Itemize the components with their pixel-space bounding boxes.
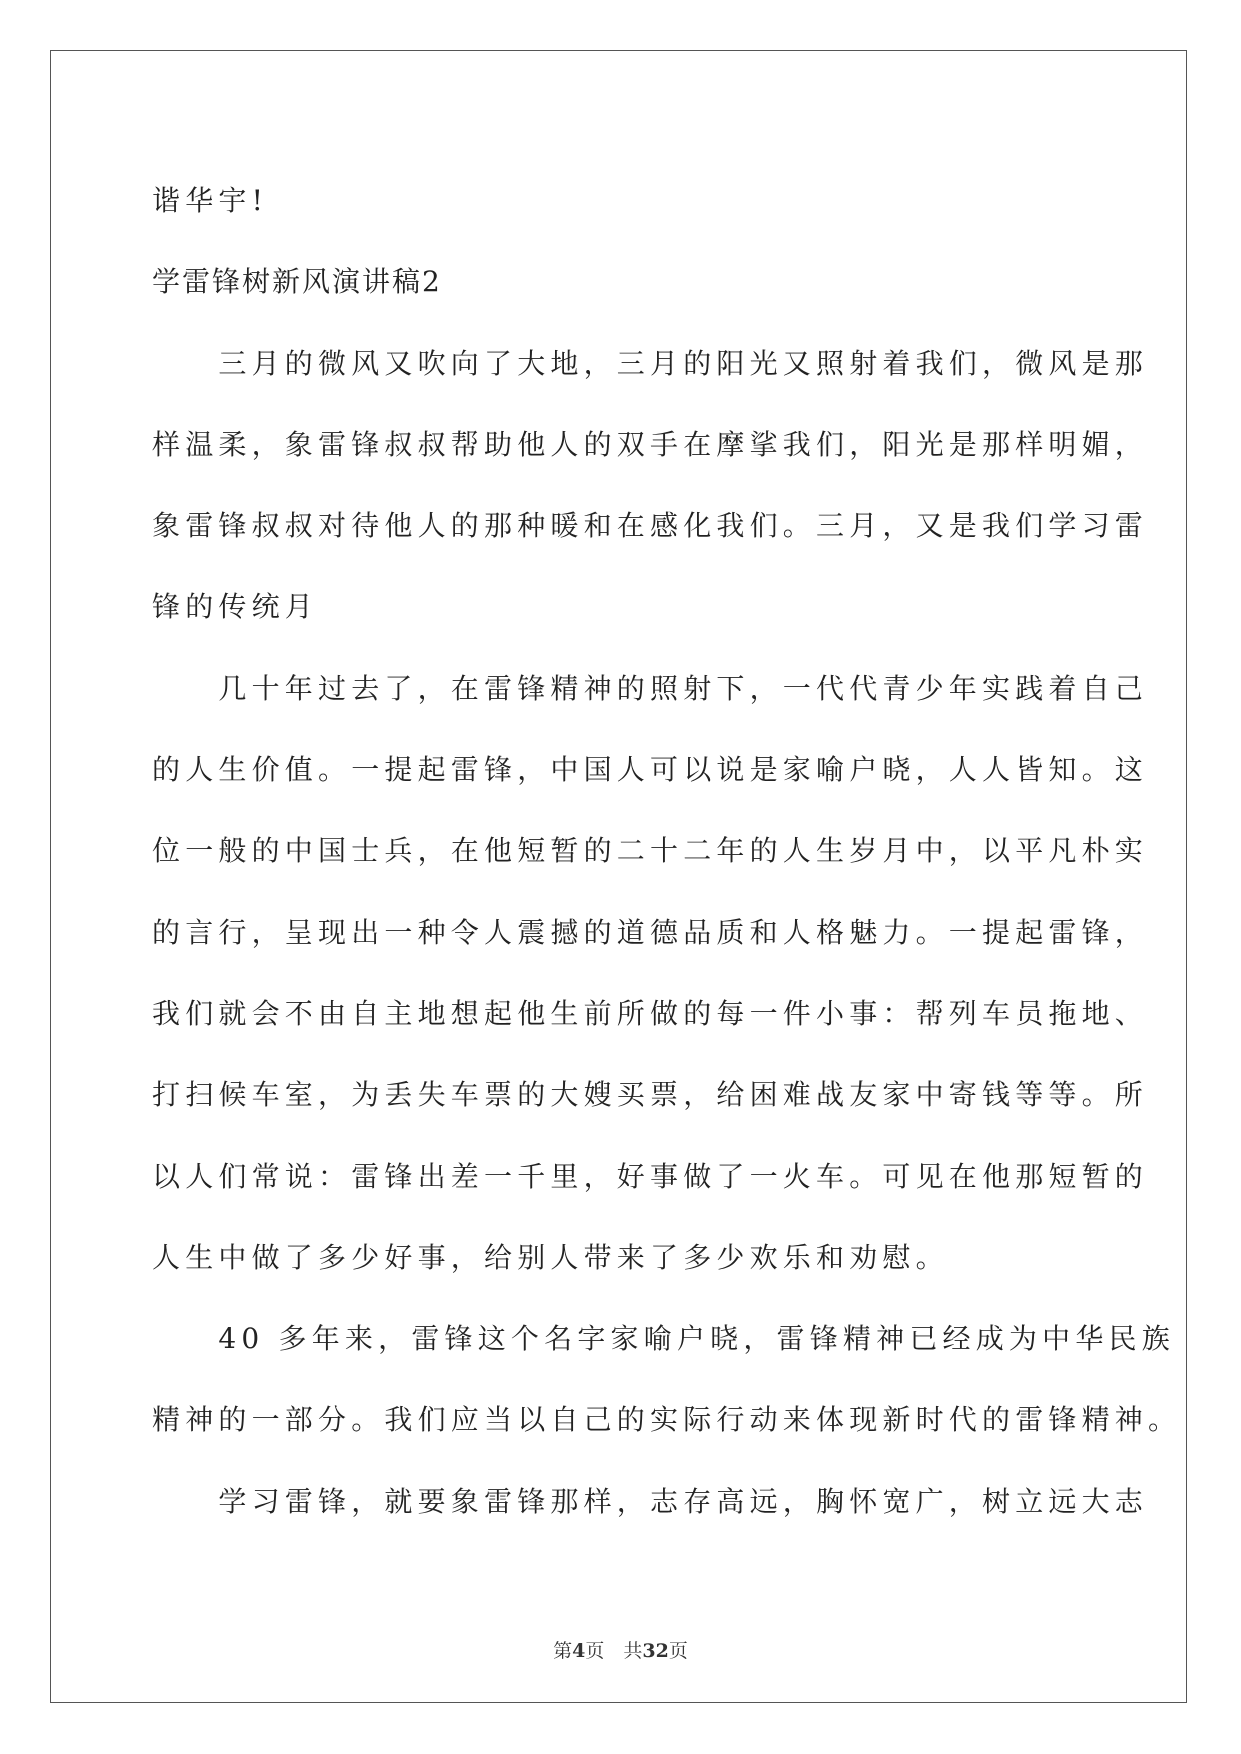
document-body <box>152 160 1182 1542</box>
page-footer <box>0 1636 1241 1663</box>
current-page-number: 4 <box>572 1640 586 1662</box>
text-line: 的言行，呈现出一种令人震撼的道德品质和人格魅力。一提起雷锋， <box>152 915 1149 949</box>
text-line: 锋的传统月 <box>152 590 319 624</box>
text-line: 位一般的中国士兵，在他短暂的二十二年的人生岁月中，以平凡朴实 <box>152 834 1149 868</box>
total-page-count: 32 <box>642 1640 669 1662</box>
text-line: 三月的微风又吹向了大地，三月的阳光又照射着我们，微风是那 <box>152 346 1149 380</box>
footer-prefix: 第 <box>553 1640 573 1662</box>
section-title: 学雷锋树新风演讲稿2 <box>152 265 442 299</box>
text-line: 样温柔，象雷锋叔叔帮助他人的双手在摩挲我们，阳光是那样明媚， <box>152 427 1149 461</box>
text-line: 谐华宇! <box>152 184 269 217</box>
text-line: 象雷锋叔叔对待他人的那种暖和在感化我们。三月，又是我们学习雷 <box>152 509 1149 543</box>
text-line: 人生中做了多少好事，给别人带来了多少欢乐和劝慰。 <box>152 1240 949 1274</box>
text-line: 打扫候车室，为丢失车票的大嫂买票，给困难战友家中寄钱等等。所 <box>152 1078 1149 1112</box>
text-line: 我们就会不由自主地想起他生前所做的每一件小事：帮列车员拖地、 <box>152 996 1149 1030</box>
text-line: 精神的一部分。我们应当以自己的实际行动来体现新时代的雷锋精神。 <box>152 1403 1182 1437</box>
text-line: 的人生价值。一提起雷锋，中国人可以说是家喻户晓，人人皆知。这 <box>152 753 1149 787</box>
text-line: 以人们常说：雷锋出差一千里，好事做了一火车。可见在他那短暂的 <box>152 1159 1149 1193</box>
text-line: 几十年过去了，在雷锋精神的照射下，一代代青少年实践着自己 <box>152 671 1149 705</box>
footer-middle: 页 共 <box>585 1640 643 1662</box>
footer-suffix: 页 <box>668 1640 688 1662</box>
text-line: 学习雷锋，就要象雷锋那样，志存高远，胸怀宽广，树立远大志 <box>152 1484 1149 1518</box>
text-line: 40 多年来，雷锋这个名字家喻户晓，雷锋精神已经成为中华民族 <box>152 1322 1175 1356</box>
